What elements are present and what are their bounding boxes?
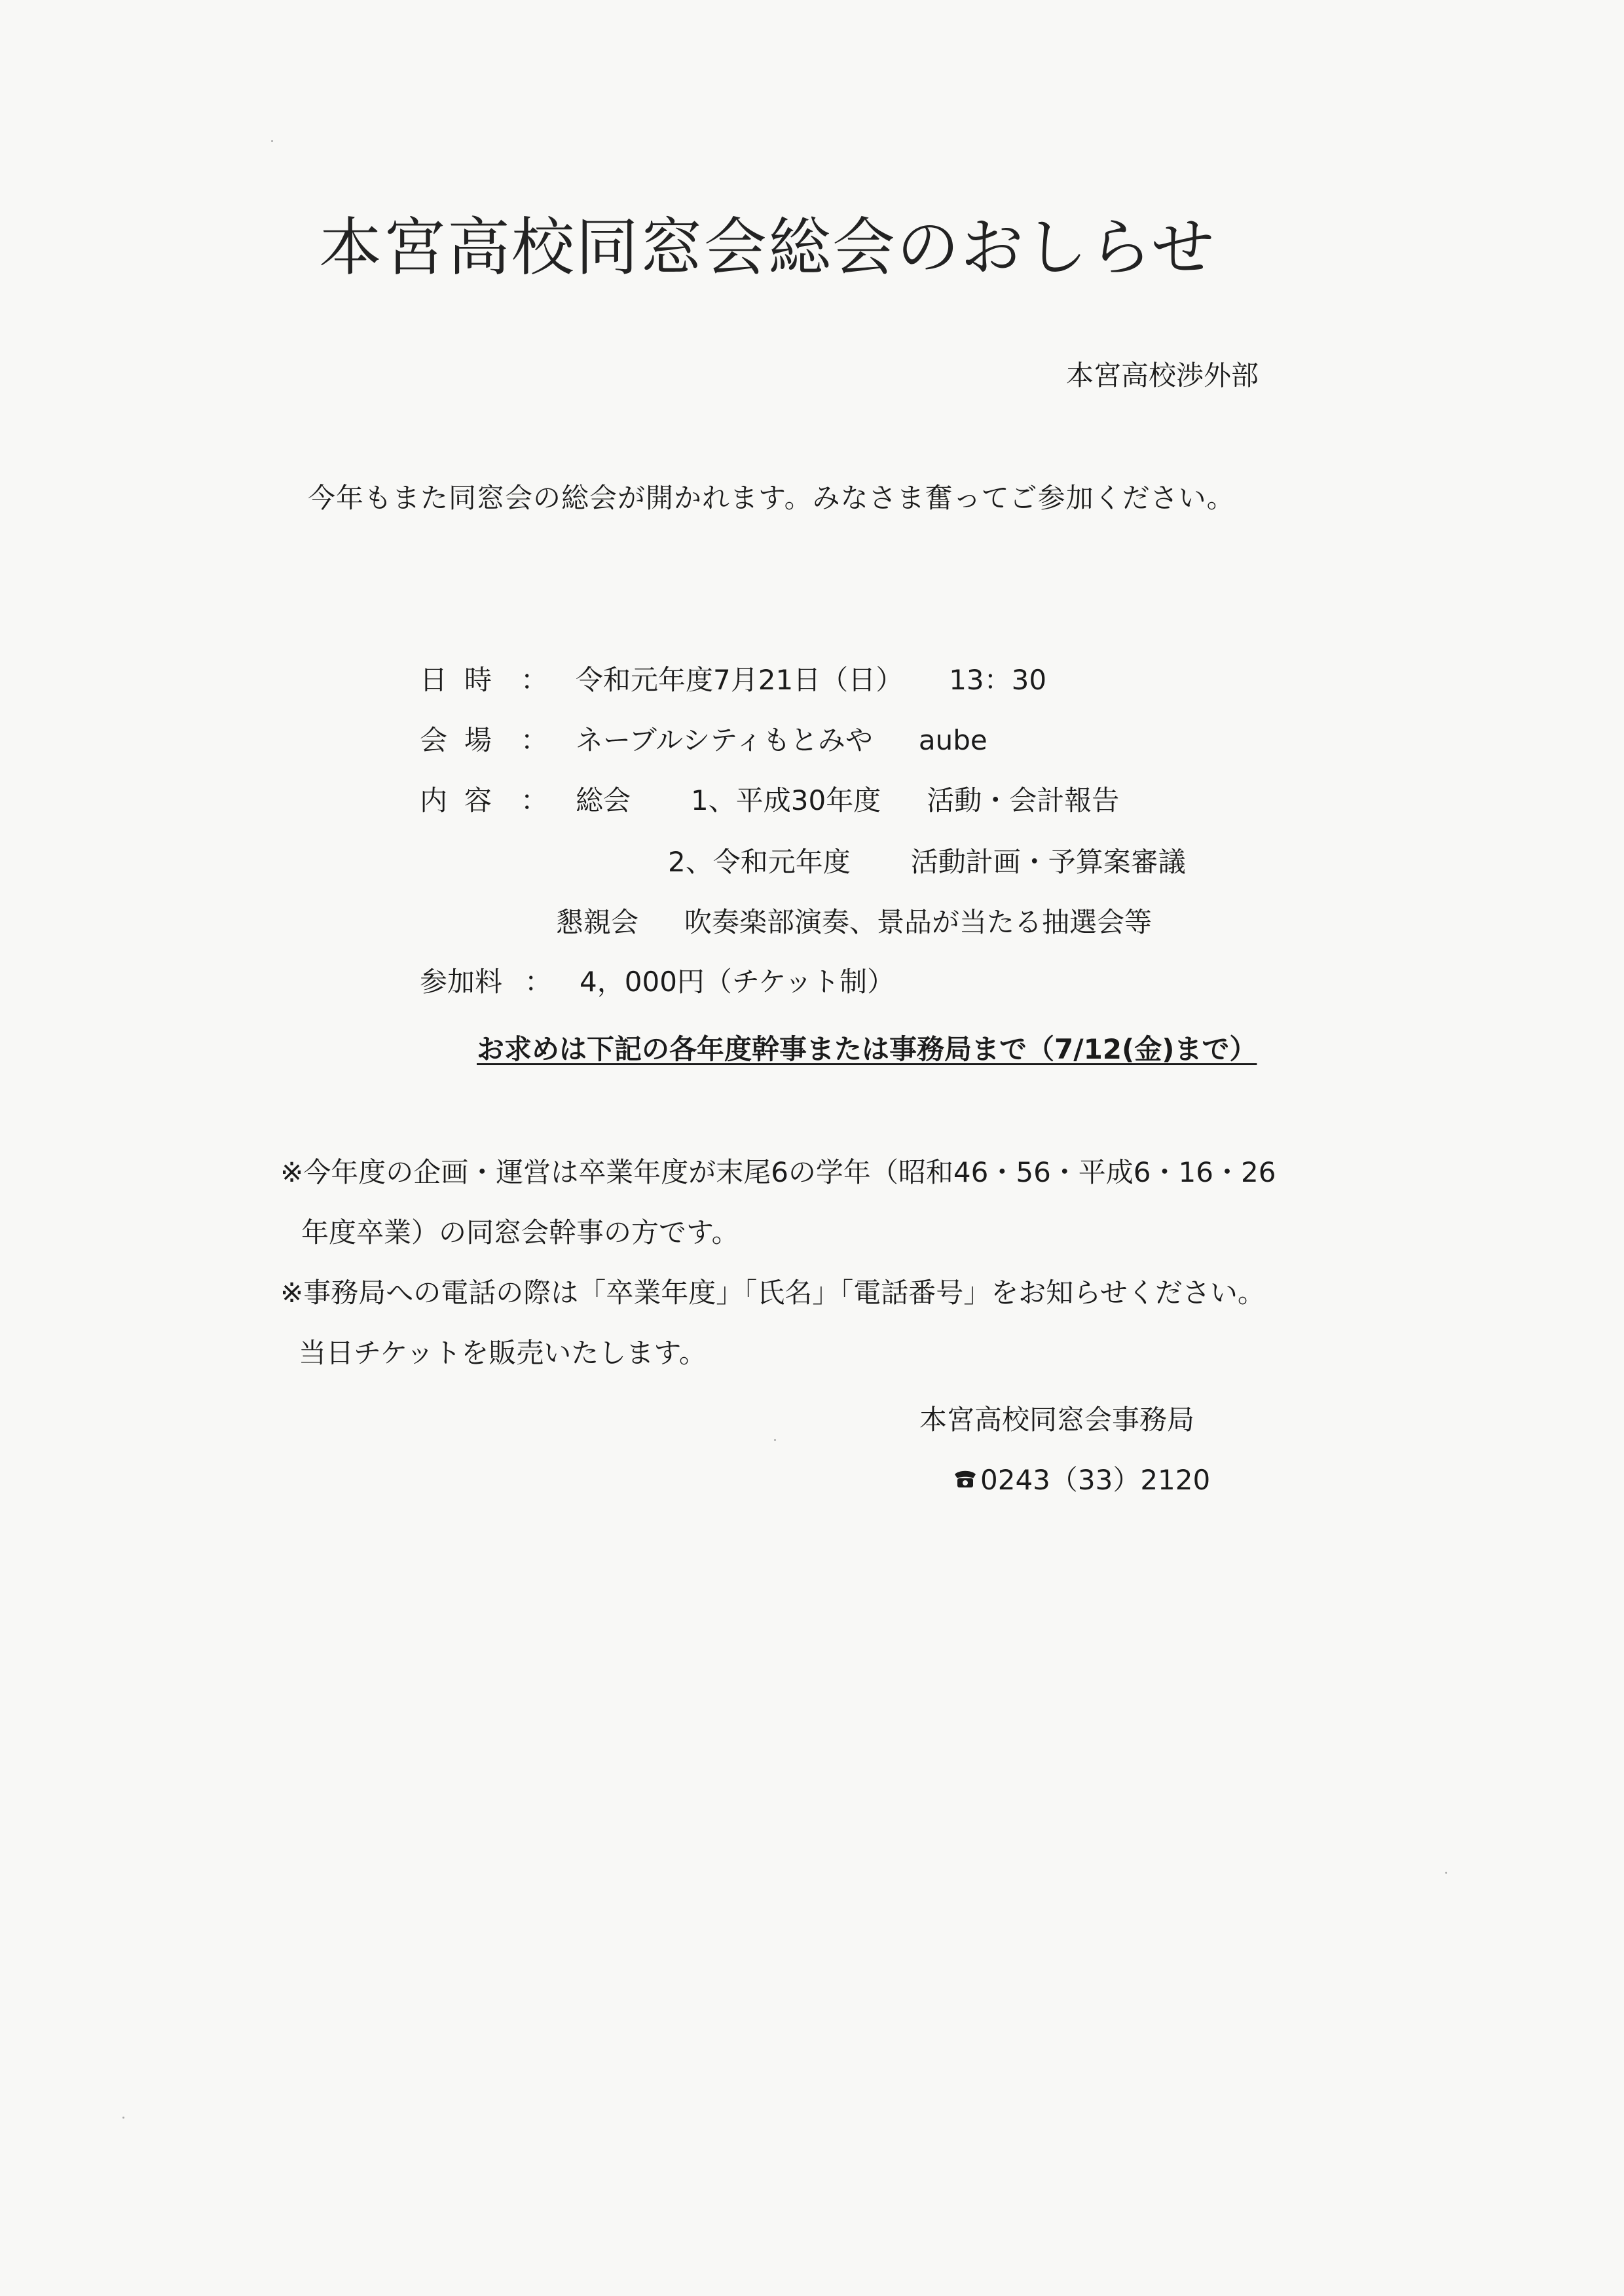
agenda-item-2 [668, 848, 1186, 876]
intro-text: 今年もまた同窓会の総会が開かれます。みなさま奮ってご参加ください。 [308, 482, 1235, 514]
content-separator: ： [521, 784, 549, 816]
social-text: 吹奏楽部演奏、景品が当たる抽選会等 [684, 906, 1153, 938]
agenda-item-2-year: 令和元年度 [712, 846, 851, 878]
agenda-item-1-number: 1、 [691, 784, 736, 816]
social-row [556, 906, 1153, 938]
fee-label: 参加料 [420, 966, 503, 998]
agenda-item-2-number: 2、 [668, 846, 713, 878]
scan-speck [774, 1439, 776, 1441]
telephone-icon [951, 1468, 979, 1491]
fee-value: 4，000円（チケット制） [580, 966, 895, 998]
general-meeting-label: 総会 [576, 784, 631, 816]
phone-row [951, 1464, 1211, 1496]
office-name: 本宮高校同窓会事務局 [919, 1404, 1195, 1436]
scan-speck [1445, 1872, 1447, 1874]
note-1-line-2: 年度卒業）の同窓会幹事の方です。 [301, 1216, 739, 1248]
agenda-item-1-year: 平成30年度 [735, 784, 881, 816]
note-1-line-1: ※今年度の企画・運営は卒業年度が末尾6の学年（昭和46・56・平成6・16・26 [280, 1156, 1276, 1188]
social-label: 懇親会 [556, 906, 639, 938]
content-label: 内容 [420, 784, 509, 816]
venue-label: 会場 [420, 724, 509, 756]
date-row [420, 666, 1046, 694]
page-title: 本宮高校同窓会総会のおしらせ [319, 211, 1216, 284]
scan-speck [271, 140, 273, 142]
date-separator: ： [521, 664, 549, 696]
date-label: 日時 [420, 664, 509, 696]
deadline-text: お求めは下記の各年度幹事または事務局まで（7/12(金)まで） [477, 1033, 1257, 1065]
content-row [420, 784, 1120, 816]
phone-number: 0243（33）2120 [980, 1464, 1211, 1496]
note-2-line-1: ※事務局への電話の際は「卒業年度」「氏名」「電話番号」をお知らせください。 [280, 1277, 1265, 1309]
agenda-item-1-text: 活動・会計報告 [927, 784, 1120, 816]
venue-value: ネーブルシティもとみや [576, 724, 873, 756]
department-name: 本宮高校渉外部 [1066, 359, 1259, 392]
fee-row [420, 968, 895, 996]
venue-extra: aube [918, 724, 987, 756]
venue-separator: ： [521, 724, 549, 756]
scan-speck [122, 2117, 124, 2119]
venue-row [420, 724, 987, 756]
date-value: 令和元年度7月21日（日） [576, 664, 904, 696]
agenda-item-2-text: 活動計画・予算案審議 [910, 846, 1186, 878]
note-2-line-2: 当日チケットを販売いたします。 [299, 1337, 707, 1369]
fee-separator: ： [525, 966, 553, 998]
time-value: 13：30 [949, 664, 1047, 696]
